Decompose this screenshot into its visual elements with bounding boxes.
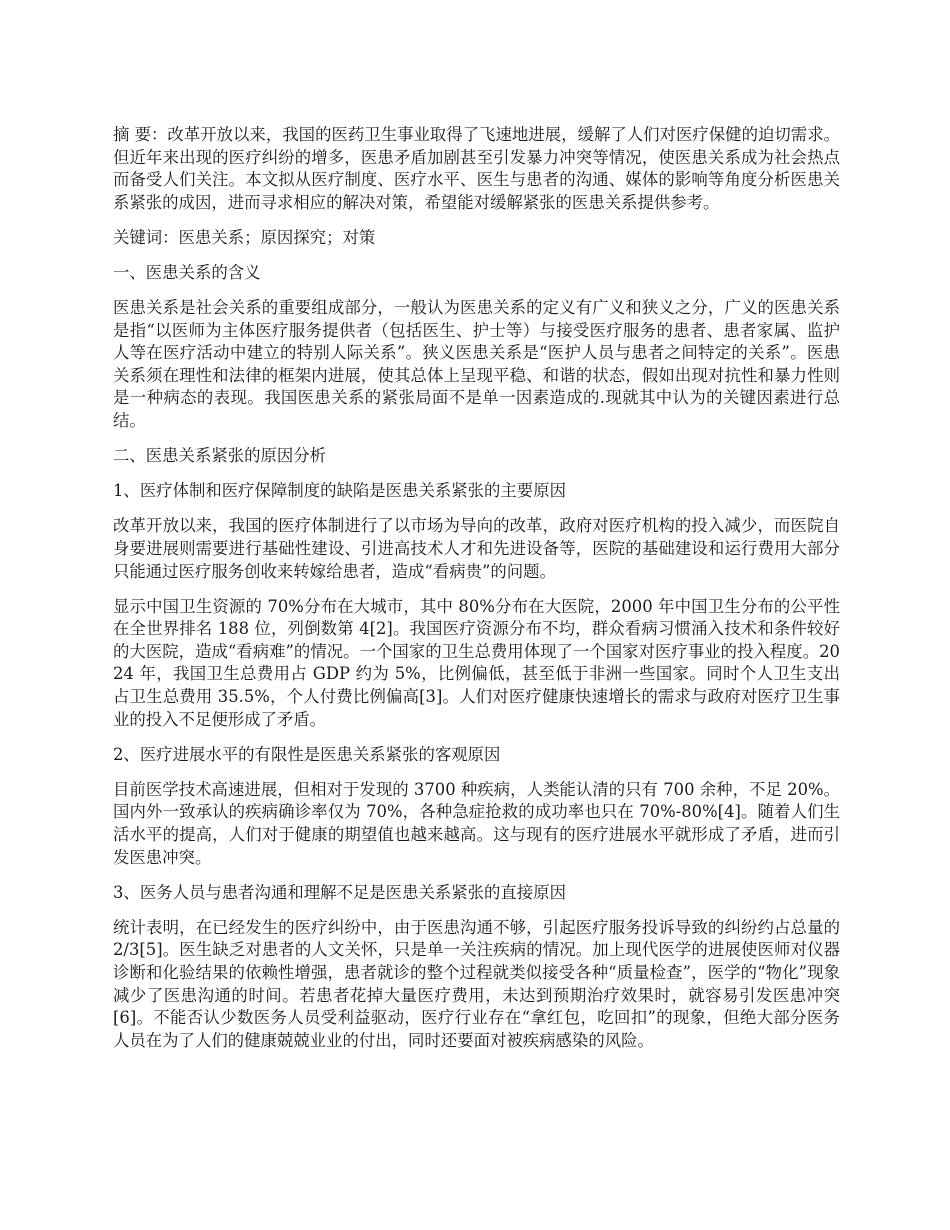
subsection-1-heading: 1、医疗体制和医疗保障制度的缺陷是医患关系紧张的主要原因 [113, 481, 566, 501]
subsection-1-paragraph-1: 改革开放以来，我国的医疗体制进行了以市场为导向的改革，政府对医疗机构的投入减少，而医院自身要进展则需要进行基础性建设、引进高技术人才和先进设备等，医院的基础建设和运行费用大部分只能通过医疗服务创收来转嫁给患者，造成“看病贵”的问题。 [113, 516, 840, 581]
subsection-3-heading: 3、医务人员与患者沟通和理解不足是医患关系紧张的直接原因 [113, 882, 566, 902]
subsection-1-paragraph-2: 显示中国卫生资源的 70%分布在大城市，其中 80%分布在大医院，2000 年中国卫生分布的公平性在全世界排名 188 位，列倒数第 4[2]。我国医疗资源分布不均，群众看病习惯涌入技术和条件较好的大医院，造成“看病难”的情况。一个国家的卫生总费用体现了一个国家对医疗事业的投入程度。2024 年，我国卫生总费用占 GDP 约为 5%，比例偏低，甚至低于非洲一些国家。同时个人卫生支出占卫生总费用 35.5%，个人付费比例偏高[3]。人们对医疗健康快速增长的需求与政府对医疗卫生事业的投入不足便形成了矛盾。 [113, 596, 840, 729]
subsection-2-heading: 2、医疗进展水平的有限性是医患关系紧张的客观原因 [113, 744, 501, 764]
section-1-heading: 一、医患关系的含义 [113, 262, 261, 282]
keywords-line: 关键词：医患关系；原因探究；对策 [113, 227, 376, 247]
subsection-3-paragraph: 统计表明，在已经发生的医疗纠纷中，由于医患沟通不够，引起医疗服务投诉导致的纠纷约占总量的 2/3[5]。医生缺乏对患者的人文关怀，只是单一关注疾病的情况。加上现代医学的进展使医师对仪器诊断和化验结果的依赖性增强，患者就诊的整个过程就类似接受各种“质量检查”，医学的“物化”现象减少了医患沟通的时间。若患者花掉大量医疗费用，未达到预期治疗效果时，就容易引发医患冲突[6]。不能否认少数医务人员受利益驱动，医疗行业存在“拿红包，吃回扣”的现象，但绝大部分医务人员在为了人们的健康兢兢业业的付出，同时还要面对被疾病感染的风险。 [113, 917, 840, 1050]
section-1-paragraph: 医患关系是社会关系的重要组成部分，一般认为医患关系的定义有广义和狭义之分，广义的医患关系是指“以医师为主体医疗服务提供者（包括医生、护士等）与接受医疗服务的患者、患者家属、监护人等在医疗活动中建立的特别人际关系”。狭义医患关系是“医护人员与患者之间特定的关系”。医患关系须在理性和法律的框架内进展，使其总体上呈现平稳、和谐的状态，假如出现对抗性和暴力性则是一种病态的表现。我国医患关系的紧张局面不是单一因素造成的.现就其中认为的关键因素进行总结。 [113, 298, 840, 431]
subsection-2-paragraph: 目前医学技术高速进展，但相对于发现的 3700 种疾病，人类能认清的只有 700 余种，不足 20%。国内外一致承认的疾病确诊率仅为 70%，各种急症抢救的成功率也只在 70%-80%[4]。随着人们生活水平的提高，人们对于健康的期望值也越来越高。这与现有的医疗进展水平就形成了矛盾，进而引发医患冲突。 [113, 779, 840, 867]
section-2-heading: 二、医患关系紧张的原因分析 [113, 446, 327, 466]
abstract-paragraph: 摘 要：改革开放以来，我国的医药卫生事业取得了飞速地进展，缓解了人们对医疗保健的迫切需求。但近年来出现的医疗纠纷的增多，医患矛盾加剧甚至引发暴力冲突等情况，使医患关系成为社会热点而备受人们关注。本文拟从医疗制度、医疗水平、医生与患者的沟通、媒体的影响等角度分析医患关系紧张的成因，进而寻求相应的解决对策，希望能对缓解紧张的医患关系提供参考。 [113, 125, 840, 212]
document-page [113, 124, 840, 1052]
